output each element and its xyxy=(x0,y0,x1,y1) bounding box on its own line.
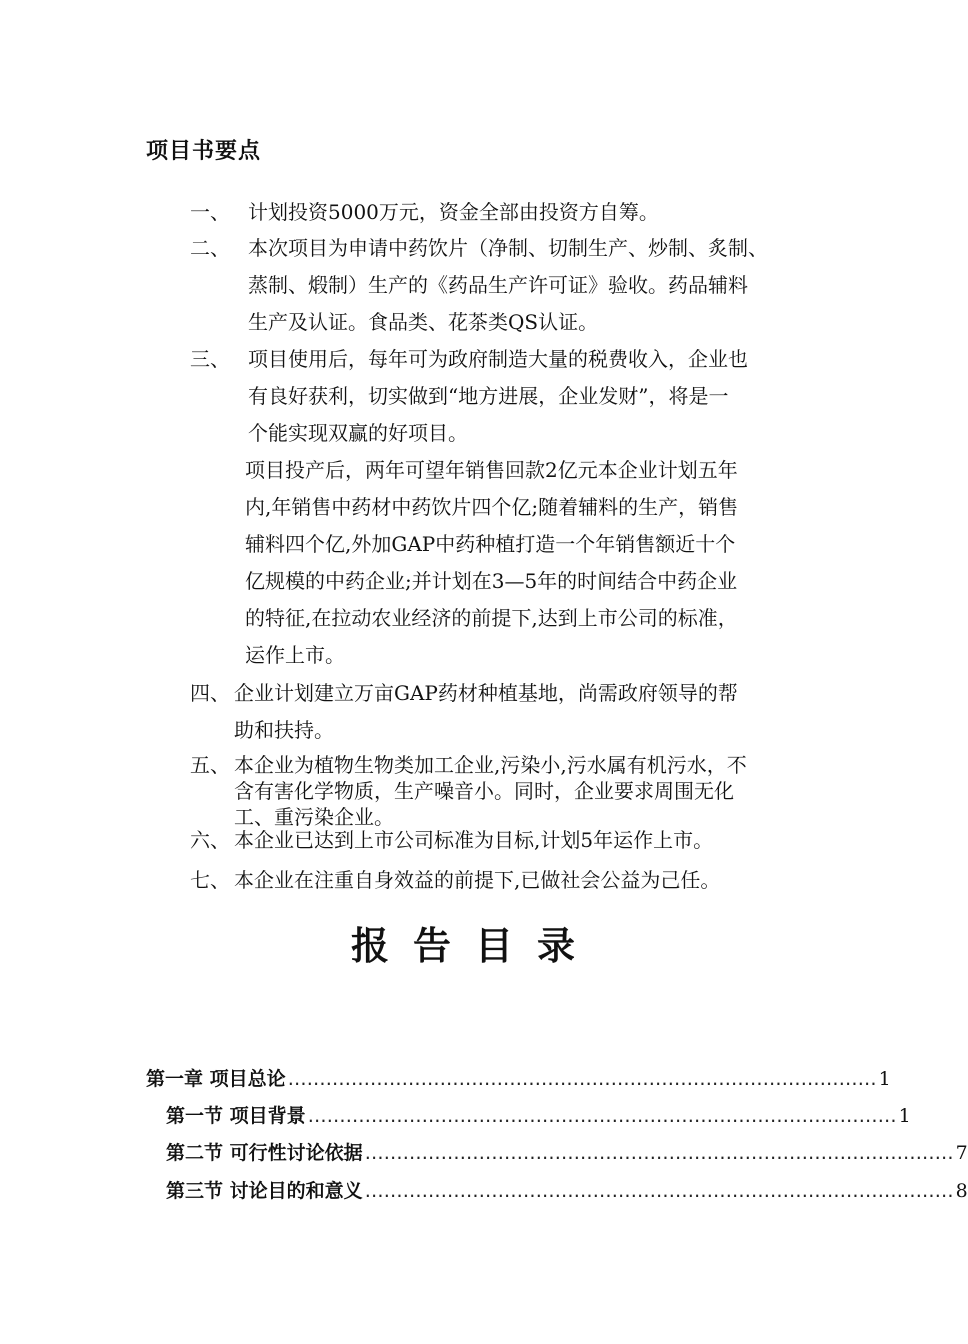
toc-entry-title: 第三节 讨论目的和意义 xyxy=(166,1180,363,1202)
point-text: 项目使用后，每年可为政府制造大量的税费收入，企业也 有良好获利，切实做到“地方进展，企业发财”，将是一 个能实现双赢的好项目。 xyxy=(248,347,748,445)
toc-title: 报告目录 xyxy=(350,924,599,968)
toc-page-number: 1 xyxy=(898,1105,911,1127)
toc-entry[interactable] xyxy=(166,1101,911,1139)
toc-page-number: 7 xyxy=(955,1142,968,1164)
toc-entry[interactable] xyxy=(166,1176,968,1214)
toc-page-number: 8 xyxy=(955,1180,968,1202)
toc-entry-title: 第一章 项目总论 xyxy=(146,1068,286,1090)
point-number: 四、 xyxy=(190,681,230,705)
point-number: 三、 xyxy=(190,347,230,371)
point-number: 五、 xyxy=(190,753,230,777)
point-number: 一、 xyxy=(190,200,230,224)
toc-leader-dots: ………………………………………………………………………………… xyxy=(307,1105,897,1127)
toc-entry-title: 第一节 项目背景 xyxy=(166,1105,306,1127)
point-number: 七、 xyxy=(190,868,230,892)
point-text: 企业计划建立万亩GAP药材种植基地，尚需政府领导的帮 助和扶持。 xyxy=(234,681,738,742)
toc-leader-dots: ………………………………………………………………………………… xyxy=(364,1180,954,1202)
section-heading: 项目书要点 xyxy=(146,139,262,164)
toc-leader-dots: ………………………………………………………………………………… xyxy=(287,1068,877,1090)
point-text: 计划投资5000万元，资金全部由投资方自筹。 xyxy=(248,200,659,224)
point-text: 本企业为植物生物类加工企业,污染小,污水属有机污水，不 含有害化学物质，生产噪音小。同时，企业要求周围无化 工、重污染企业。 xyxy=(234,753,747,829)
point-text: 本次项目为申请中药饮片（净制、切制生产、炒制、炙制、 蒸制、煅制）生产的《药品生产许可证》验收。药品辅料 生产及认证。食品类、花茶类QS认证。 xyxy=(248,236,768,334)
point-text: 本企业在注重自身效益的前提下,已做社会公益为己任。 xyxy=(234,868,721,892)
toc-entry[interactable] xyxy=(166,1138,968,1176)
point-text: 本企业已达到上市公司标准为目标,计划5年运作上市。 xyxy=(234,828,714,852)
toc-page-number: 1 xyxy=(878,1068,891,1090)
point-item-3-continuation: 项目投产后，两年可望年销售回款2亿元本企业计划五年 内,年销售中药材中药饮片四个亿;随着辅料的生产，销售 辅料四个亿,外加GAP中药种植打造一个年销售额近十个 亿规模的中药企业;并计划在3—5年的时间结合中药企业 的特征,在拉动农业经济的前提下,达到上市公司的标准， 运作上市。 xyxy=(245,458,739,667)
toc-entry-title: 第二节 可行性讨论依据 xyxy=(166,1142,363,1164)
point-number: 二、 xyxy=(190,236,230,260)
toc-entry[interactable] xyxy=(146,1064,891,1102)
toc-leader-dots: ………………………………………………………………………………… xyxy=(364,1142,954,1164)
point-number: 六、 xyxy=(190,828,230,852)
